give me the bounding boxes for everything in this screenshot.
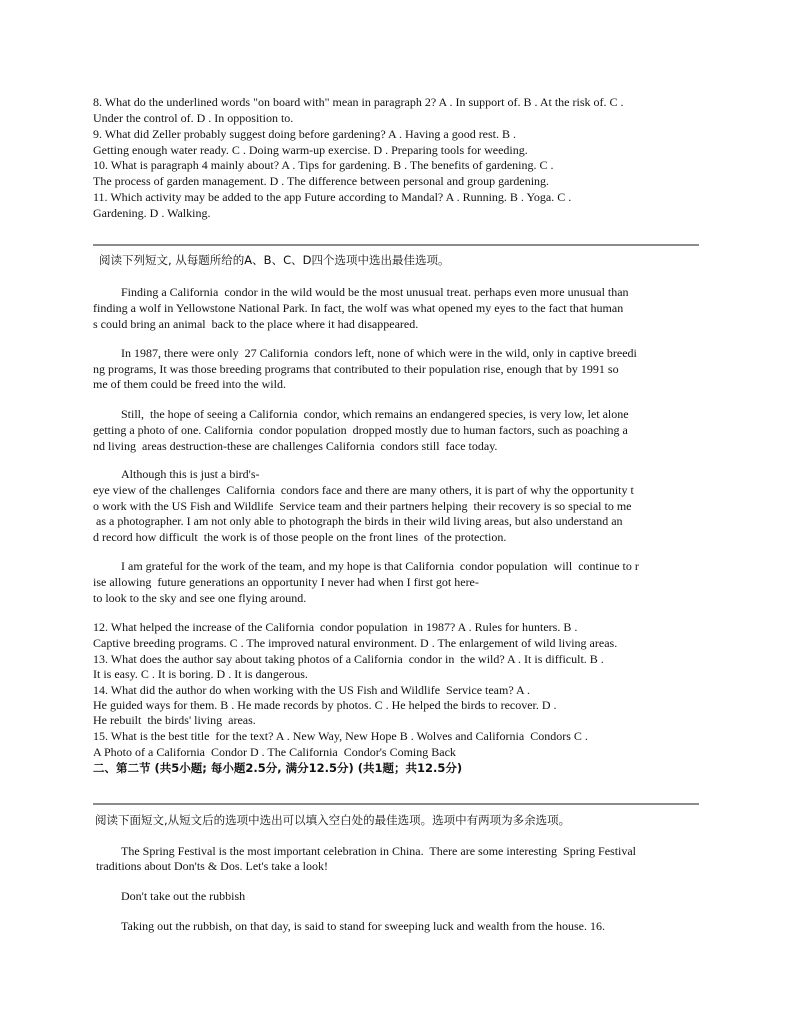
question-line: The process of garden management. D . The difference between personal and group gardening.	[93, 174, 550, 188]
question-line: 11. Which activity may be added to the app Future according to Mandal? A . Running. B . Yoga. C .	[93, 190, 572, 204]
question-line: 9. What did Zeller probably suggest doing before gardening? A . Having a good rest. B .	[93, 127, 517, 141]
question-line: He rebuilt the birds' living areas.	[93, 713, 256, 727]
section-instruction: 阅读下面短文,从短文后的选项中选出可以填入空白处的最佳选项。选项中有两项为多余选项。	[95, 813, 571, 827]
passage-line: nd living areas destruction-these are challenges California condors still face today.	[93, 439, 498, 453]
question-line: He guided ways for them. B . He made records by photos. C . He helped the birds to recover. D .	[93, 698, 557, 712]
passage-line: finding a wolf in Yellowstone National Park. In fact, the wolf was what opened my eyes to the fact that human	[93, 301, 624, 315]
passage-line: The Spring Festival is the most important celebration in China. There are some interesting Spring Festival	[121, 844, 637, 858]
passage-line: Taking out the rubbish, on that day, is said to stand for sweeping luck and wealth from the house. 16.	[121, 919, 605, 933]
passage-line: as a photographer. I am not only able to photograph the birds in their wild living areas, but also understand an	[93, 514, 623, 528]
passage-line: s could bring an animal back to the place where it had disappeared.	[93, 317, 419, 331]
passage-line: to look to the sky and see one flying around.	[93, 591, 307, 605]
question-line: 13. What does the author say about taking photos of a California condor in the wild? A . It is difficult. B .	[93, 652, 604, 666]
passage-line: Still, the hope of seeing a California condor, which remains an endangered species, is very low, let alone	[121, 407, 629, 421]
passage-line: traditions about Don'ts & Dos. Let's take a look!	[93, 859, 328, 873]
passage-line: I am grateful for the work of the team, and my hope is that California condor population will continue to r	[121, 559, 639, 573]
question-line: Captive breeding programs. C . The improved natural environment. D . The enlargement of wild living areas.	[93, 636, 618, 650]
passage-line: ise allowing future generations an opportunity I never had when I first got here-	[93, 575, 479, 589]
question-line: Under the control of. D . In opposition to.	[93, 111, 294, 125]
passage-line: d record how difficult the work is of those people on the front lines of the protection.	[93, 530, 507, 544]
section-divider	[93, 244, 699, 246]
question-line: Gardening. D . Walking.	[93, 206, 211, 220]
question-line: 8. What do the underlined words "on board with" mean in paragraph 2? A . In support of. B . At the risk of. C .	[93, 95, 624, 109]
passage-subheading: Don't take out the rubbish	[121, 889, 246, 903]
question-line: A Photo of a California Condor D . The California Condor's Coming Back	[93, 745, 456, 759]
passage-line: eye view of the challenges California condors face and there are many others, it is part of why the opportunity t	[93, 483, 634, 497]
question-line: 12. What helped the increase of the California condor population in 1987? A . Rules for hunters. B .	[93, 620, 578, 634]
passage-line: In 1987, there were only 27 California condors left, none of which were in the wild, only in captive breedi	[121, 346, 637, 360]
question-line: 10. What is paragraph 4 mainly about? A . Tips for gardening. B . The benefits of gardening. C .	[93, 158, 554, 172]
section-instruction: 阅读下列短文, 从每题所给的A、B、C、D四个选项中选出最佳选项。	[99, 253, 450, 267]
passage-line: o work with the US Fish and Wildlife Service team and their partners helping their recovery is so special to me	[93, 499, 632, 513]
passage-line: Although this is just a bird's-	[121, 467, 260, 481]
question-line: It is easy. C . It is boring. D . It is dangerous.	[93, 667, 308, 681]
question-line: Getting enough water ready. C . Doing warm-up exercise. D . Preparing tools for weeding.	[93, 143, 528, 157]
passage-line: getting a photo of one. California condor population dropped mostly due to human factors, such as poaching a	[93, 423, 628, 437]
question-line: 14. What did the author do when working with the US Fish and Wildlife Service team? A .	[93, 683, 531, 697]
passage-line: me of them could be freed into the wild.	[93, 377, 286, 391]
passage-line: ng programs, It was those breeding programs that contributed to their population rise, enough that by 1991 so	[93, 362, 619, 376]
passage-line: Finding a California condor in the wild would be the most unusual treat. perhaps even more unusual than	[121, 285, 629, 299]
section-divider	[93, 803, 699, 805]
section-heading: 二、第二节 (共5小题; 每小题2.5分, 满分12.5分) (共1题；共12.5分)	[93, 761, 463, 775]
question-line: 15. What is the best title for the text? A . New Way, New Hope B . Wolves and California Condors C .	[93, 729, 588, 743]
